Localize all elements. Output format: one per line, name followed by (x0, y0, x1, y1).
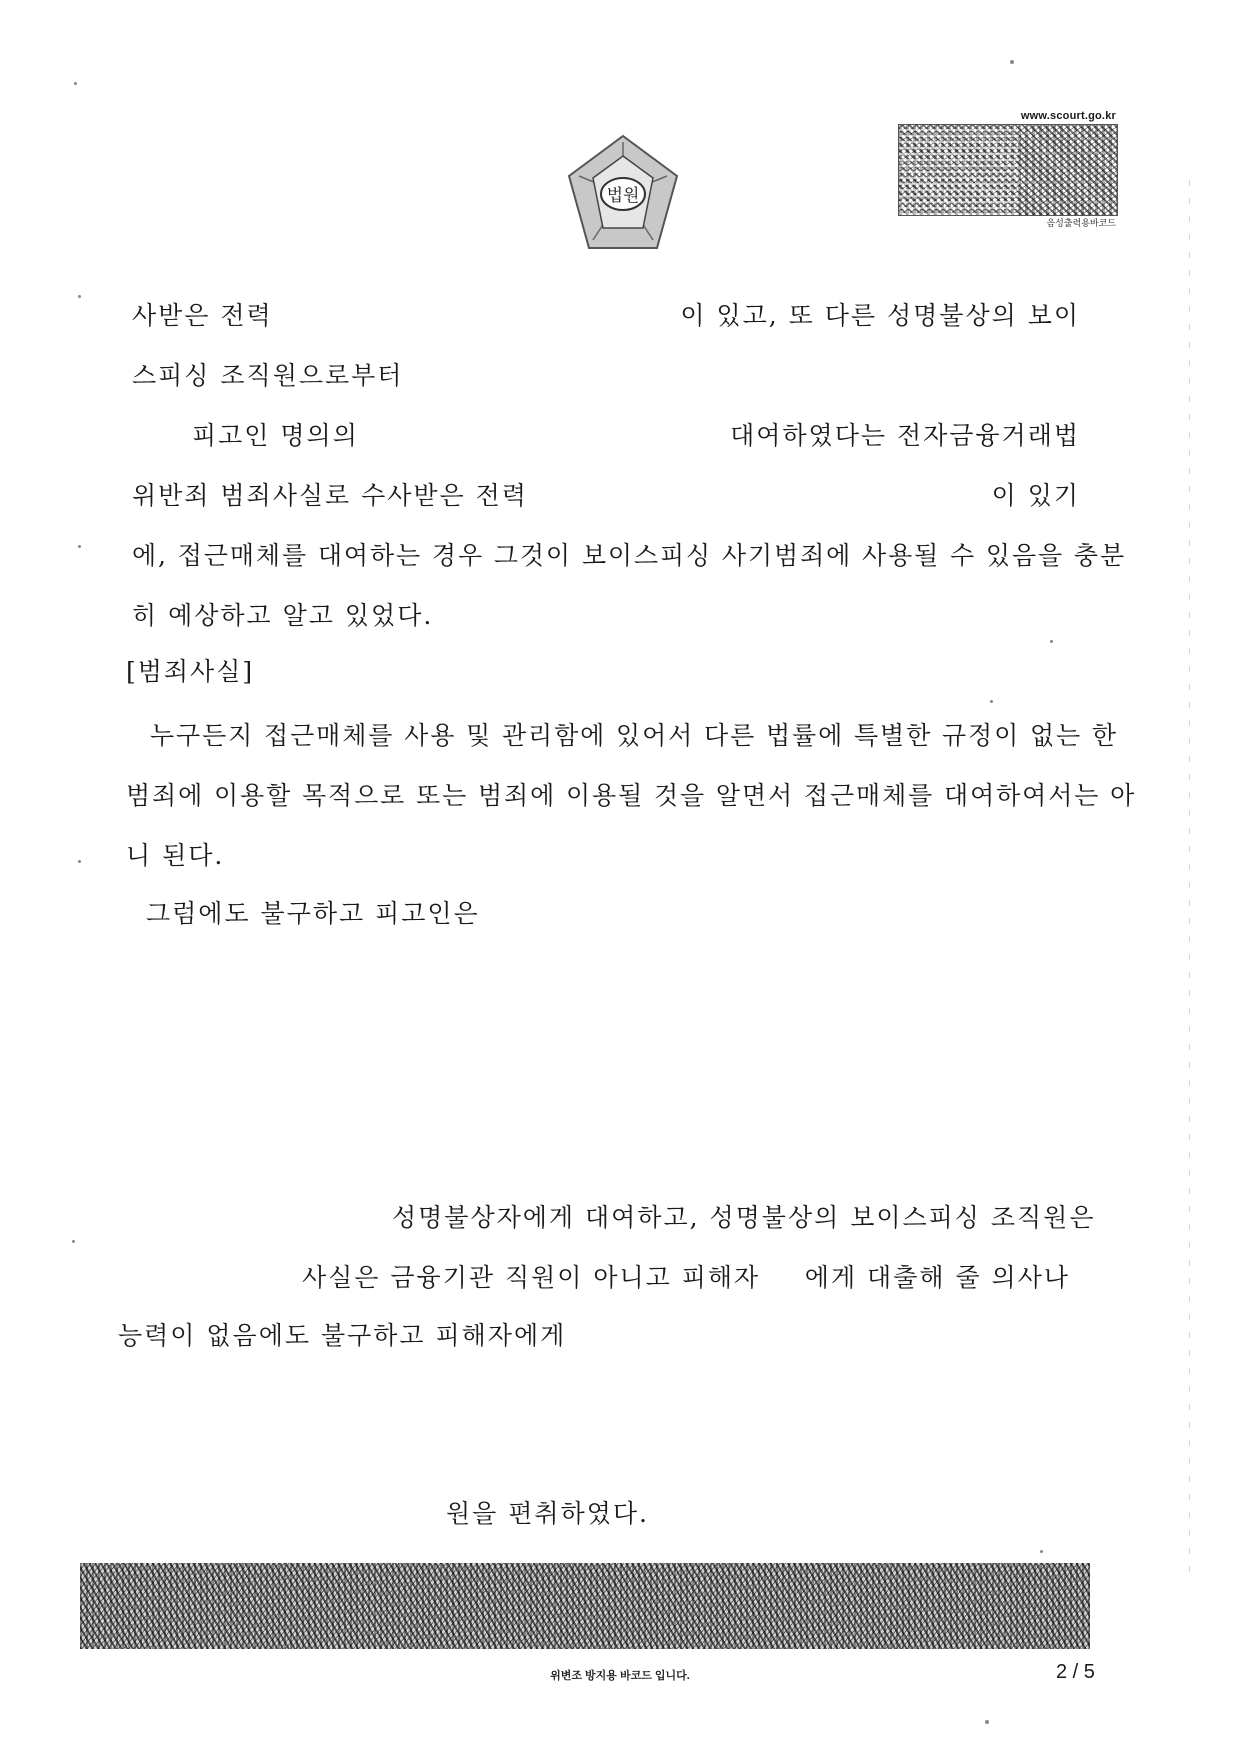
body-line-9: 범죄에 이용할 목적으로 또는 범죄에 이용될 것을 알면서 접근매체를 대여하여서는 아 (126, 781, 1137, 810)
scan-speck (985, 1720, 989, 1724)
body-line-6: 히 예상하고 알고 있었다. (132, 601, 434, 630)
scan-speck (78, 295, 81, 298)
body-line-8: 누구든지 접근매체를 사용 및 관리함에 있어서 다른 법률에 특별한 규정이 없는 한 (150, 721, 1118, 750)
body-line-2: 스피싱 조직원으로부터 (132, 361, 404, 390)
barcode-caption: 음성출력용바코드 (1046, 218, 1116, 228)
line-1-right: 이 있고, 또 다른 성명불상의 보이 (680, 301, 1080, 330)
scan-edge-artifact (1189, 180, 1190, 1580)
voice-output-barcode (898, 110, 1116, 230)
line-1-left: 사받은 전력 (132, 301, 273, 330)
footer-barcode-caption: 위변조 방지용 바코드 입니다. (550, 1670, 690, 1682)
anti-forgery-barcode (80, 1563, 1090, 1649)
scan-speck (1050, 640, 1053, 643)
body-line-5: 에, 접근매체를 대여하는 경우 그것이 보이스피싱 사기범죄에 사용될 수 있음을 충분 (132, 541, 1127, 570)
line-3-left: 피고인 명의의 (192, 421, 359, 450)
body-line-1 (132, 296, 1080, 332)
scan-speck (1010, 60, 1014, 64)
page-number: 2 / 5 (1056, 1661, 1095, 1683)
scan-speck (1040, 1550, 1043, 1553)
barcode-image (898, 124, 1118, 216)
body-line-14: 능력이 없음에도 불구하고 피해자에게 (118, 1321, 567, 1350)
section-heading: [범죄사실] (126, 657, 255, 686)
emblem-text: 법원 (606, 186, 640, 206)
court-emblem-icon (563, 132, 683, 256)
line-13-right: 에게 대출해 줄 의사나 (804, 1263, 1070, 1292)
body-line-3 (192, 416, 1080, 452)
scan-speck (74, 82, 77, 85)
line-3-right: 대여하였다는 전자금융거래법 (730, 421, 1080, 450)
scan-speck (72, 1240, 75, 1243)
body-line-12: 성명불상자에게 대여하고, 성명불상의 보이스피싱 조직원은 (392, 1203, 1096, 1232)
body-line-15: 원을 편취하였다. (446, 1499, 649, 1528)
body-line-11: 그럼에도 불구하고 피고인은 (146, 899, 480, 928)
line-4-right: 이 있기 (991, 481, 1080, 510)
body-line-4 (132, 476, 1080, 512)
body-line-13 (302, 1258, 1070, 1294)
scan-speck (78, 860, 81, 863)
line-4-left: 위반죄 범죄사실로 수사받은 전력 (132, 481, 528, 510)
line-13-left: 사실은 금융기관 직원이 아니고 피해자 (302, 1263, 761, 1292)
body-line-10: 니 된다. (126, 841, 225, 870)
scan-speck (990, 700, 993, 703)
barcode-url: www.scourt.go.kr (1020, 110, 1116, 122)
scan-speck (78, 545, 81, 548)
